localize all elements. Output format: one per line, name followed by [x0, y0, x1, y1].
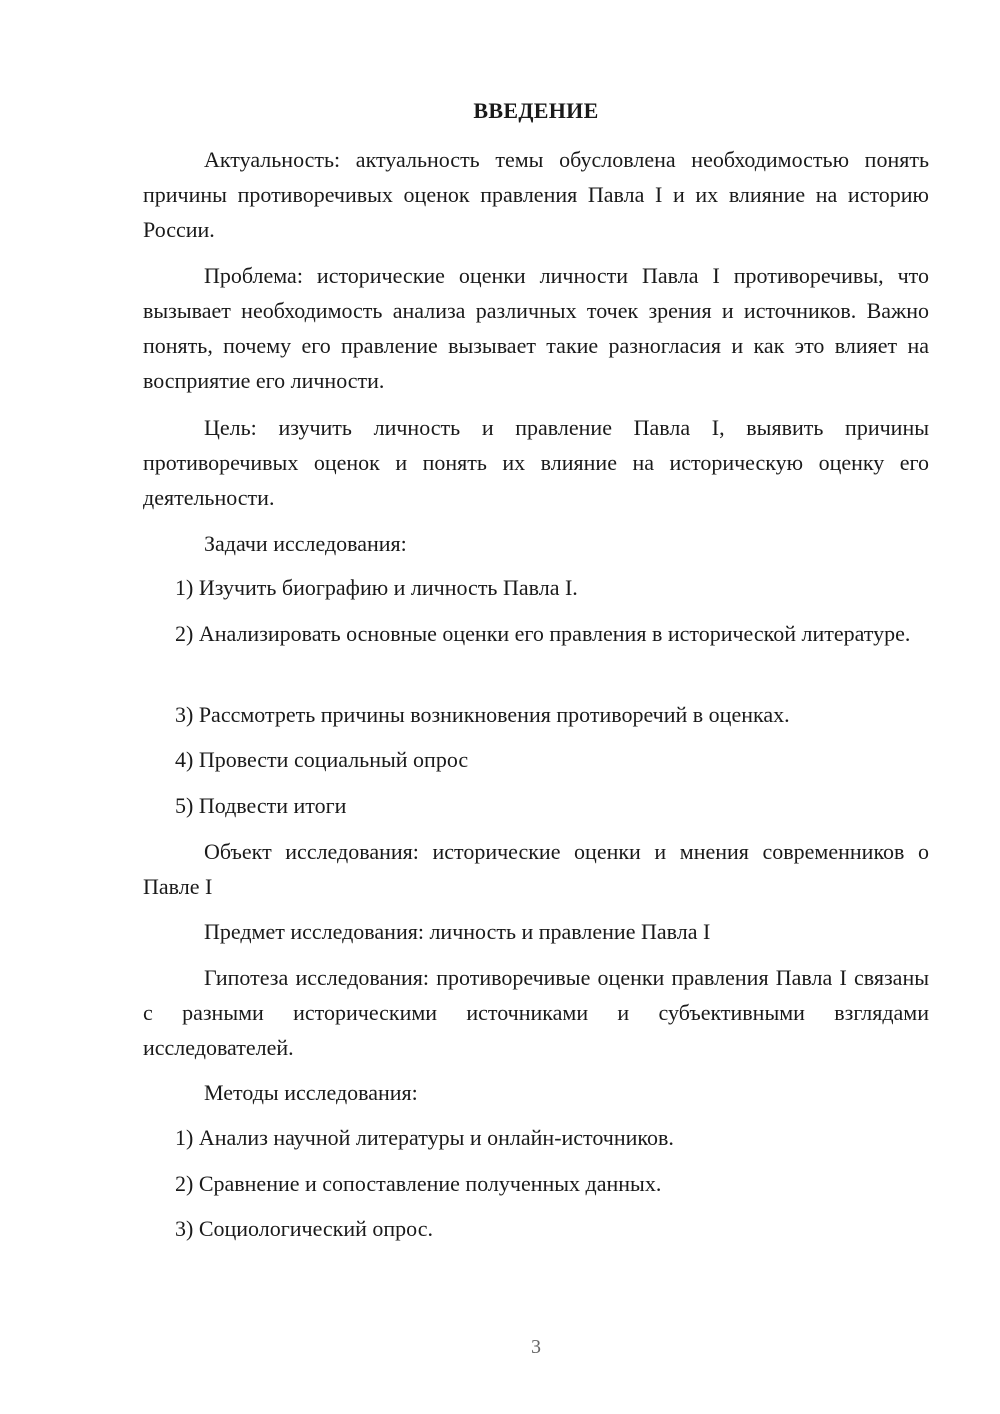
method-item-3: 3) Социологический опрос. [175, 1216, 433, 1241]
method-item-1: 1) Анализ научной литературы и онлайн-источников. [175, 1125, 674, 1150]
page-number: 3 [531, 1336, 541, 1358]
hypothesis-paragraph: Гипотеза исследования: противоречивые оценки правления Павла I связаны с разными историческими источниками и субъективными взглядами исследователей. [143, 965, 929, 1060]
subject-paragraph: Предмет исследования: личность и правление Павла I [204, 919, 711, 944]
task-item-3: 3) Рассмотреть причины возникновения противоречий в оценках. [175, 702, 790, 727]
problem-paragraph: Проблема: исторические оценки личности Павла I противоречивы, что вызывает необходимость анализа различных точек зрения и источников. Важно понять, почему его правление вызывает такие разногласия и как это влияет на восприятие его личности. [143, 263, 929, 393]
task-item-2: 2) Анализировать основные оценки его правления в исторической литературе. [175, 621, 911, 646]
task-item-1: 1) Изучить биографию и личность Павла I. [175, 575, 578, 600]
task-item-4: 4) Провести социальный опрос [175, 747, 469, 772]
task-item-5: 5) Подвести итоги [175, 793, 347, 818]
method-item-2: 2) Сравнение и сопоставление полученных данных. [175, 1171, 662, 1196]
tasks-heading: Задачи исследования: [204, 531, 407, 556]
methods-heading: Методы исследования: [204, 1080, 418, 1105]
relevance-paragraph: Актуальность: актуальность темы обусловлена необходимостью понять причины противоречивых оценок правления Павла I и их влияние на историю России. [143, 147, 929, 242]
object-paragraph: Объект исследования: исторические оценки и мнения современников о Павле I [143, 839, 929, 899]
goal-paragraph: Цель: изучить личность и правление Павла I, выявить причины противоречивых оценок и понять их влияние на историческую оценку его деятельности. [143, 415, 929, 510]
page-title: ВВЕДЕНИЕ [473, 98, 599, 123]
